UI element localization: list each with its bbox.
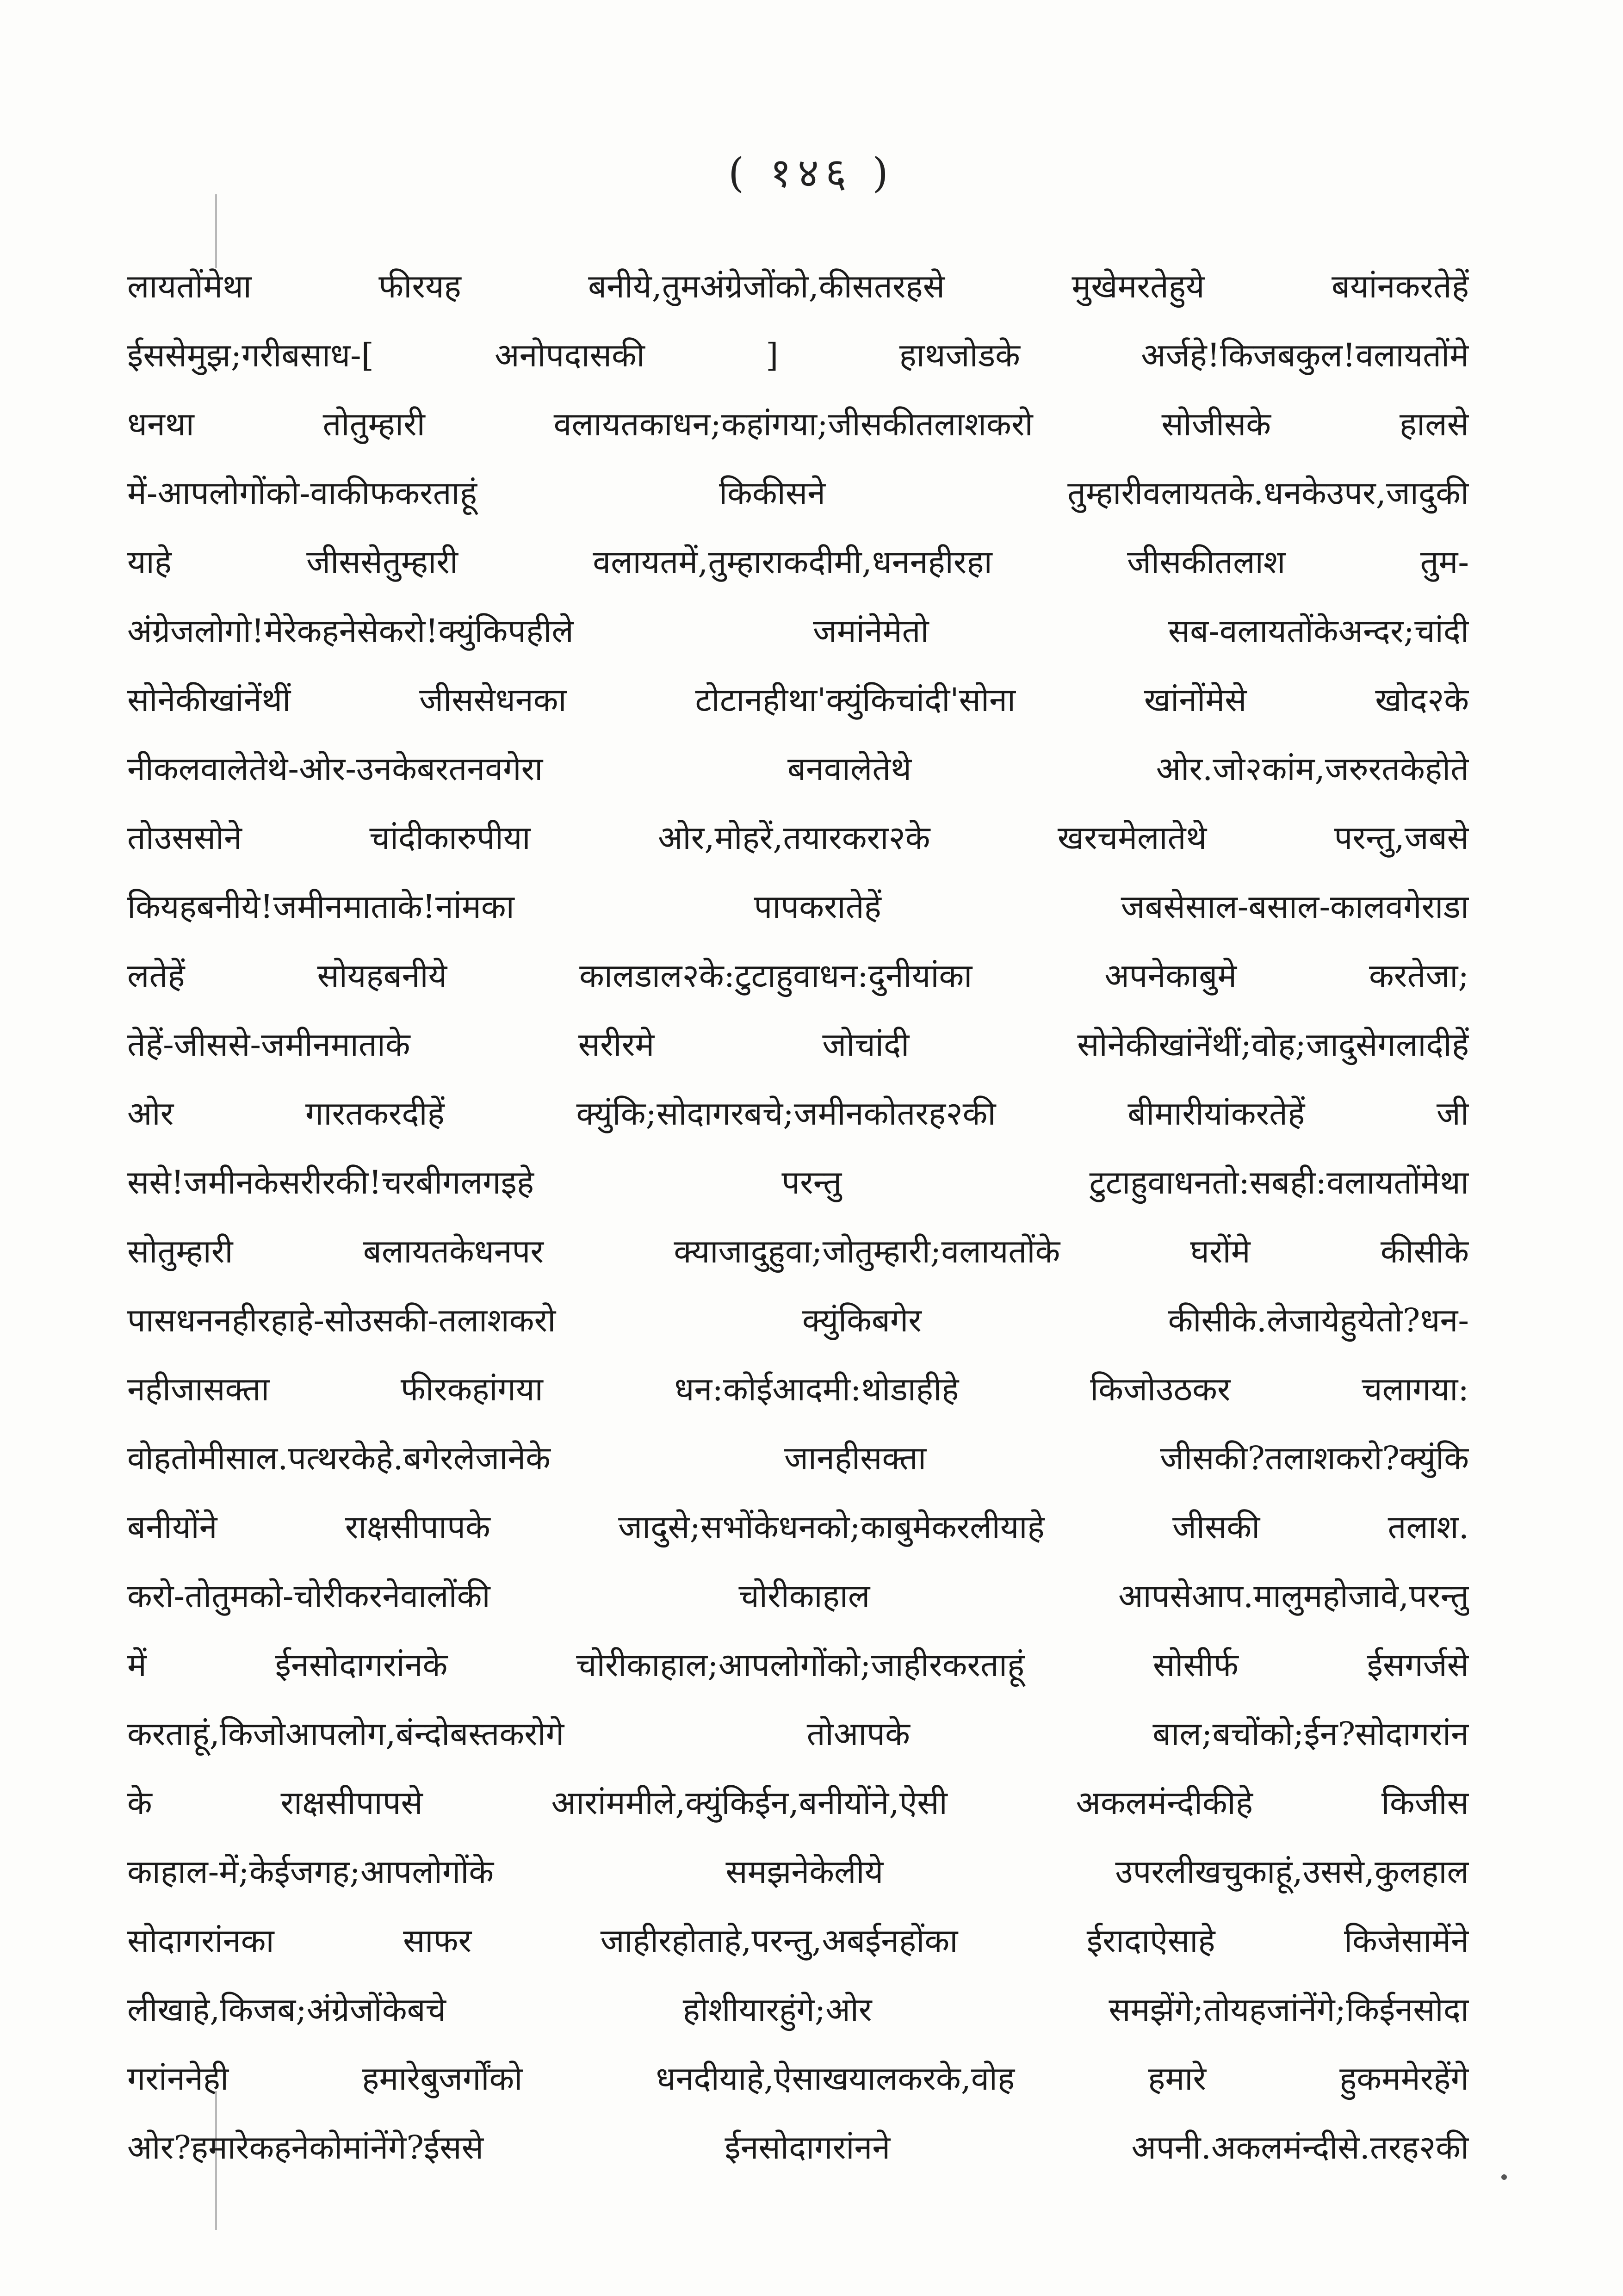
- text-line: में ईनसोदागरांनके चोरीकाहाल;आपलोगोंको;जाहीरकरताहूं सोसीर्फ ईसगर्जसे: [127, 1646, 1469, 1684]
- text-line: सोतुम्हारी बलायतकेधनपर क्याजादुहुवा;जोतुम्हारी;वलायतोंके घरोंमे कीसीके: [127, 1232, 1469, 1270]
- text-line: के राक्षसीपापसे आरांममीले,क्युंकिईन,बनीयोंने,ऐसी अकलमंन्दीकीहे किजीस: [127, 1784, 1469, 1822]
- text-line: ईससेमुझ;गरीबसाध-[ अनोपदासकी ] हाथजोडके अर्जहे!किजबकुल!वलायतोंमे: [127, 336, 1469, 374]
- body-text: [127, 252, 1469, 2182]
- text-line: ओर गारतकरदीहें क्युंकि;सोदागरबचे;जमीनकोतरह२की बीमारीयांकरतेहें जी: [127, 1095, 1469, 1133]
- text-line: ससे!जमीनकेसरीरकी!चरबीगलगइहे परन्तु टुटाहुवाधनतो:सबही:वलायतोंमेथा: [127, 1163, 1469, 1201]
- text-line: कियहबनीये!जमीनमाताके!नांमका पापकरातेहें जबसेसाल-बसाल-कालवगेराडा: [127, 888, 1469, 926]
- text-line: लीखाहे,किजब;अंग्रेजोंकेबचे होशीयारहुंगे;ओर समझेंगे;तोयहजांनेंगे;किईनसोदा: [127, 1991, 1469, 2029]
- text-line: करताहूं,किजोआपलोग,बंन्दोबस्तकरोगे तोआपके बाल;बचोंको;ईन?सोदागरांन: [127, 1715, 1469, 1753]
- text-line: करो-तोतुमको-चोरीकरनेवालोंकी चोरीकाहाल आपसेआप.मालुमहोजावे,परन्तु: [127, 1577, 1469, 1615]
- text-line: गरांननेही हमारेबुजर्गोंको धनदीयाहे,ऐसाखयालकरके,वोह हमारे हुकममेरहेंगे: [127, 2060, 1469, 2098]
- text-line: याहे जीससेतुम्हारी वलायतमें,तुम्हाराकदीमी,धननहीरहा जीसकीतलाश तुम-: [127, 543, 1469, 581]
- text-line: ओर?हमारेकहनेकोमांनेंगे?ईससे ईनसोदागरांनने अपनी.अकलमंन्दीसे.तरह२की: [127, 2129, 1469, 2166]
- text-line: सोदागरांनका साफर जाहीरहोताहे,परन्तु,अबईनहोंका ईरादाऐसाहे किजेसामेंने: [127, 1922, 1469, 1960]
- text-line: नहीजासक्ता फीरकहांगया धन:कोईआदमी:थोडाहीहे किजोउठकर चलागया:: [127, 1370, 1469, 1408]
- text-line: नीकलवालेतेथे-ओर-उनकेबरतनवगेरा बनवालेतेथे ओर.जो२कांम,जरुरतकेहोते: [127, 750, 1469, 788]
- text-line: सोनेकीखांनेंथीं जीससेधनका टोटानहीथा'क्युंकिचांदी'सोना खांनोंमेसे खोद२के: [127, 681, 1469, 719]
- text-line: तेहें-जीससे-जमीनमाताके सरीरमे जोचांदी सोनेकीखांनेंथीं;वोह;जादुसेगलादीहें: [127, 1026, 1469, 1064]
- text-line: बनीयोंने राक्षसीपापके जादुसे;सभोंकेधनको;काबुमेकरलीयाहे जीसकी तलाश.: [127, 1508, 1469, 1546]
- text-line: में-आपलोगोंको-वाकीफकरताहूं किकीसने तुम्हारीवलायतके.धनकेउपर,जादुकी: [127, 474, 1469, 512]
- ink-speck: [1501, 2174, 1507, 2180]
- text-line: लतेहें सोयहबनीये कालडाल२के:टुटाहुवाधन:दुनीयांका अपनेकाबुमे करतेजा;: [127, 957, 1469, 995]
- text-line: तोउससोने चांदीकारुपीया ओर,मोहरें,तयारकरा२के खरचमेलातेथे परन्तु,जबसे: [127, 819, 1469, 857]
- text-line: अंग्रेजलोगो!मेरेकहनेसेकरो!क्युंकिपहीले जमांनेमेतो सब-वलायतोंकेअन्दर;चांदी: [127, 612, 1469, 650]
- text-line: धनथा तोतुम्हारी वलायतकाधन;कहांगया;जीसकीतलाशकरो सोजीसके हालसे: [127, 405, 1469, 443]
- text-line: लायतोंमेथा फीरयह बनीये,तुमअंग्रेजोंको,कीसतरहसे मुखेमरतेहुये बयांनकरतेहें: [127, 267, 1469, 305]
- page-number: ( १४६ ): [728, 149, 895, 197]
- text-line: काहाल-में;केईजगह;आपलोगोंके समझनेकेलीये उपरलीखचुकाहूं,उससे,कुलहाल: [127, 1853, 1469, 1891]
- text-line: पासधननहीरहाहे-सोउसकी-तलाशकरो क्युंकिबगेर कीसीके.लेजायेहुयेतो?धन-: [127, 1301, 1469, 1339]
- text-line: वोहतोमीसाल.पत्थरकेहे.बगेरलेजानेके जानहीसक्ता जीसकी?तलाशकरो?क्युंकि: [127, 1439, 1469, 1477]
